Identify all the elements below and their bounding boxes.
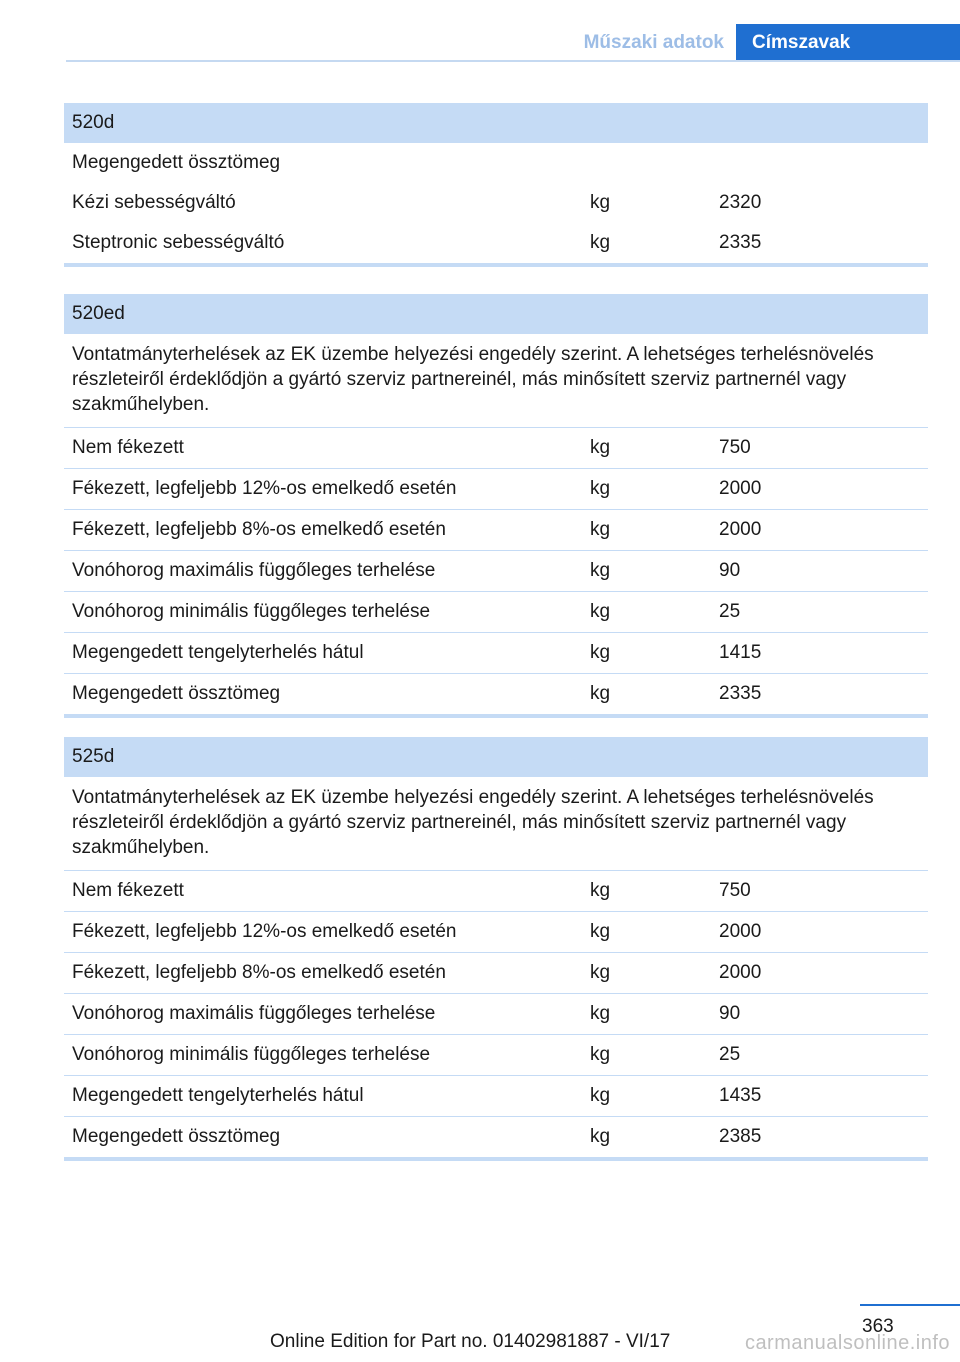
row-value: 2335: [719, 232, 762, 253]
row-value: 750: [719, 880, 751, 901]
row-value: 2000: [719, 962, 762, 983]
table-title: 520ed: [64, 294, 928, 334]
row-value: 2385: [719, 1126, 762, 1147]
table-row: [64, 223, 928, 267]
table-row: [64, 633, 928, 674]
table-525d: [64, 737, 928, 1161]
table-row: [64, 1117, 928, 1161]
table-subtitle: Megengedett össztömeg: [72, 152, 281, 173]
row-value: 2335: [719, 683, 762, 704]
row-unit: kg: [590, 880, 611, 901]
table-note: Vontatmányterhelések az EK üzembe helyezési engedély szerint. A lehetséges terhelésnövelés részleteiről érdeklődjön a gyártó szerviz partnereinél, más minősített szerviz partnernél vagy szakműhelyben.: [64, 334, 928, 428]
row-value: 2000: [719, 519, 762, 540]
table-title: 525d: [64, 737, 928, 777]
row-unit: kg: [590, 1126, 611, 1147]
row-unit: kg: [590, 192, 611, 213]
row-unit: kg: [590, 437, 611, 458]
page-header: [0, 24, 960, 62]
row-value: 25: [719, 1044, 741, 1065]
row-label: Fékezett, legfeljebb 12%-os emelkedő esetén: [72, 921, 457, 942]
row-unit: kg: [590, 962, 611, 983]
row-unit: kg: [590, 1003, 611, 1024]
row-label: Vonóhorog maximális függőleges terhelése: [72, 1003, 436, 1024]
table-row: [64, 469, 928, 510]
row-label: Vonóhorog minimális függőleges terhelése: [72, 601, 431, 622]
table-row: [64, 912, 928, 953]
row-unit: kg: [590, 1044, 611, 1065]
row-label: Nem fékezett: [72, 880, 184, 901]
table-row: [64, 1076, 928, 1117]
table-520ed: [64, 294, 928, 718]
row-value: 25: [719, 601, 741, 622]
row-label: Kézi sebességváltó: [72, 192, 236, 213]
row-unit: kg: [590, 921, 611, 942]
table-row: [64, 994, 928, 1035]
row-value: 2320: [719, 192, 762, 213]
row-label: Vonóhorog maximális függőleges terhelése: [72, 560, 436, 581]
row-label: Fékezett, legfeljebb 8%-os emelkedő esetén: [72, 962, 446, 983]
table-row: [64, 953, 928, 994]
table-row: [64, 428, 928, 469]
row-label: Fékezett, legfeljebb 8%-os emelkedő esetén: [72, 519, 446, 540]
edition-footer: Online Edition for Part no. 01402981887 - VI/17: [270, 1331, 671, 1352]
row-value: 2000: [719, 478, 762, 499]
row-unit: kg: [590, 560, 611, 581]
table-row: [64, 674, 928, 718]
row-unit: kg: [590, 1085, 611, 1106]
row-label: Steptronic sebességváltó: [72, 232, 285, 253]
row-unit: kg: [590, 683, 611, 704]
header-rule: [66, 60, 960, 62]
row-label: Nem fékezett: [72, 437, 184, 458]
row-label: Vonóhorog minimális függőleges terhelése: [72, 1044, 431, 1065]
table-520d: [64, 103, 928, 267]
row-unit: kg: [590, 232, 611, 253]
table-row: [64, 592, 928, 633]
row-label: Megengedett tengelyterhelés hátul: [72, 1085, 364, 1106]
row-unit: kg: [590, 601, 611, 622]
table-row: [64, 1035, 928, 1076]
row-label: Megengedett tengelyterhelés hátul: [72, 642, 364, 663]
table-row: [64, 871, 928, 912]
table-title: 520d: [64, 103, 928, 143]
page-number: 363: [862, 1316, 894, 1337]
table-note: Vontatmányterhelések az EK üzembe helyezési engedély szerint. A lehetséges terhelésnövelés részleteiről érdeklődjön a gyártó szerviz partnereinél, más minősített szerviz partnernél vagy szakműhelyben.: [64, 777, 928, 871]
row-value: 90: [719, 560, 741, 581]
table-row: [64, 183, 928, 223]
row-value: 1415: [719, 642, 762, 663]
row-label: Fékezett, legfeljebb 12%-os emelkedő esetén: [72, 478, 457, 499]
row-value: 750: [719, 437, 751, 458]
table-row: [64, 510, 928, 551]
row-unit: kg: [590, 478, 611, 499]
tab-index[interactable]: Címszavak: [736, 24, 960, 62]
row-label: Megengedett össztömeg: [72, 683, 281, 704]
watermark: carmanualsonline.info: [744, 1332, 950, 1354]
row-unit: kg: [590, 642, 611, 663]
row-label: Megengedett össztömeg: [72, 1126, 281, 1147]
section-title[interactable]: Műszaki adatok: [583, 32, 724, 53]
page-number-rule: [860, 1304, 960, 1306]
row-value: 1435: [719, 1085, 762, 1106]
row-value: 90: [719, 1003, 741, 1024]
row-value: 2000: [719, 921, 762, 942]
row-unit: kg: [590, 519, 611, 540]
table-row: [64, 551, 928, 592]
